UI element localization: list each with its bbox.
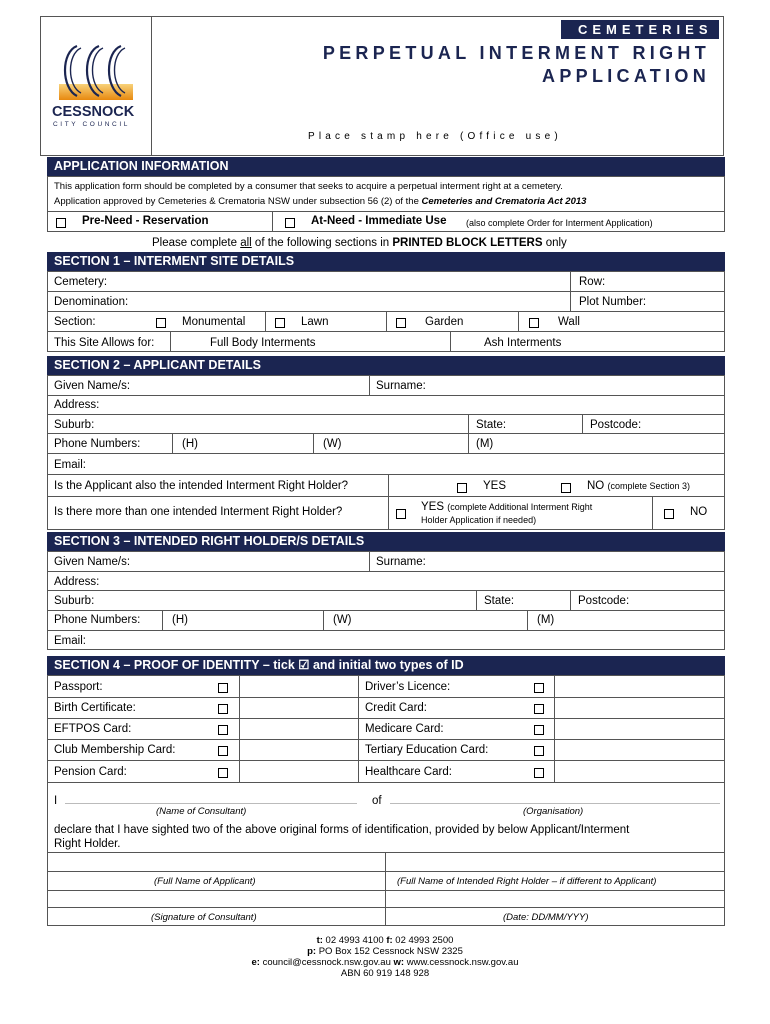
- s1-vline: [386, 311, 387, 331]
- declaration-line1: declare that I have sighted two of the above original forms of identification, provided by below Applicant/Interment: [54, 824, 630, 836]
- s4-heading-a: SECTION 4 – PROOF OF IDENTITY – tick: [54, 658, 299, 672]
- id-birth-cert-checkbox[interactable]: [218, 704, 228, 714]
- s3-postcode-label: Postcode:: [578, 595, 630, 607]
- s2-surname-label: Surname:: [376, 380, 426, 392]
- s2-home-phone-label: (H): [182, 438, 198, 450]
- app-info-heading: APPLICATION INFORMATION: [47, 157, 725, 176]
- org-name: CESSNOCK: [52, 104, 135, 120]
- s3-suburb-label: Suburb:: [54, 595, 95, 607]
- consultant-name-line[interactable]: [65, 803, 357, 804]
- s3-phone-label: Phone Numbers:: [54, 614, 141, 626]
- footer-e-label: e:: [251, 957, 260, 968]
- multiple-holders-yes-checkbox[interactable]: [396, 509, 406, 519]
- footer-postal: PO Box 152 Cessnock NSW 2325: [318, 946, 463, 957]
- s2-vline: [369, 375, 370, 395]
- multiple-holders-no-label: NO: [690, 506, 708, 518]
- no-note: (complete Section 3): [607, 481, 690, 491]
- yes2-note-line2: Holder Application if needed): [421, 515, 537, 525]
- multiple-holders-yes-label: [421, 500, 592, 514]
- declaration-i: I: [54, 795, 58, 807]
- form-title-line1: PERPETUAL INTERMENT RIGHT: [322, 43, 710, 63]
- s3-line: [47, 630, 725, 631]
- section4-heading: [47, 656, 725, 675]
- s2-line: [47, 453, 725, 454]
- instruction-bold: PRINTED BLOCK LETTERS: [392, 237, 543, 249]
- app-info-vdivider: [272, 211, 273, 232]
- at-need-label: At-Need - Immediate Use: [311, 215, 447, 227]
- s1-vline: [265, 311, 266, 331]
- id-club-checkbox[interactable]: [218, 746, 228, 756]
- stamp-area-label: Place stamp here (Office use): [308, 131, 562, 142]
- pre-need-checkbox[interactable]: [56, 218, 66, 228]
- s3-vline: [476, 590, 477, 610]
- header-divider: [151, 16, 152, 156]
- section3-heading: SECTION 3 – INTENDED RIGHT HOLDER/S DETAILS: [47, 532, 725, 551]
- section1-heading: SECTION 1 – INTERMENT SITE DETAILS: [47, 252, 725, 271]
- organisation-caption: (Organisation): [523, 806, 584, 817]
- s3-surname-label: Surname:: [376, 556, 426, 568]
- organisation-line[interactable]: [390, 803, 720, 804]
- s4-sign-line: [47, 871, 725, 872]
- monumental-checkbox[interactable]: [156, 318, 166, 328]
- instruction-part-c: only: [542, 237, 567, 249]
- id-birth-cert-label: Birth Certificate:: [54, 702, 136, 714]
- s2-given-label: Given Name/s:: [54, 380, 131, 392]
- multiple-holders-no-checkbox[interactable]: [664, 509, 674, 519]
- multiple-holders-question: Is there more than one intended Interment Right Holder?: [54, 506, 343, 518]
- s2-vline: [172, 433, 173, 453]
- s1-vline: [570, 271, 571, 311]
- s3-vline: [527, 610, 528, 630]
- act-name: Cemeteries and Crematoria Act 2013: [421, 196, 587, 207]
- instruction-part-a: Please complete: [152, 237, 241, 249]
- consultant-name-caption: (Name of Consultant): [156, 806, 247, 817]
- s3-email-label: Email:: [54, 635, 86, 647]
- s4-sign-line: [47, 907, 725, 908]
- id-pension-checkbox[interactable]: [218, 768, 228, 778]
- s4-line: [47, 739, 725, 740]
- at-need-checkbox[interactable]: [285, 218, 295, 228]
- s2-vline: [468, 414, 469, 453]
- applicant-holder-no-label: [587, 479, 690, 493]
- s1-line: [47, 291, 725, 292]
- id-passport-checkbox[interactable]: [218, 683, 228, 693]
- s3-vline: [570, 590, 571, 610]
- id-healthcare-checkbox[interactable]: [534, 768, 544, 778]
- s2-phone-label: Phone Numbers:: [54, 438, 141, 450]
- footer-website[interactable]: www.cessnock.nsw.gov.au: [406, 957, 519, 968]
- applicant-holder-question: Is the Applicant also the intended Interment Right Holder?: [54, 480, 349, 492]
- ash-label: Ash Interments: [484, 337, 562, 349]
- no-text: NO: [587, 480, 605, 492]
- s2-line: [47, 433, 725, 434]
- s1-vline: [518, 311, 519, 331]
- s3-address-label: Address:: [54, 576, 100, 588]
- section-label: Section:: [54, 316, 96, 328]
- s4-sign-vline: [385, 852, 386, 926]
- denomination-label: Denomination:: [54, 296, 129, 308]
- footer-fax: 02 4993 2500: [395, 935, 454, 946]
- declaration-line2: Right Holder.: [54, 838, 121, 850]
- s3-work-phone-label: (W): [333, 614, 352, 626]
- s1-vline: [170, 331, 171, 352]
- s2-mobile-label: (M): [476, 438, 494, 450]
- id-credit-checkbox[interactable]: [534, 704, 544, 714]
- holder-name-caption: (Full Name of Intended Right Holder – if different to Applicant): [397, 876, 657, 887]
- at-need-note: (also complete Order for Interment Application): [466, 218, 653, 228]
- consultant-signature-caption: (Signature of Consultant): [151, 912, 257, 923]
- id-eftpos-label: EFTPOS Card:: [54, 723, 132, 735]
- lawn-label: Lawn: [301, 316, 329, 328]
- id-pension-label: Pension Card:: [54, 766, 127, 778]
- s4-vline: [358, 675, 359, 782]
- footer-postal-line: [0, 946, 770, 957]
- s3-line: [47, 571, 725, 572]
- id-club-label: Club Membership Card:: [54, 744, 176, 756]
- yes2-text: YES: [421, 501, 445, 513]
- footer-f-label: f:: [386, 935, 393, 946]
- s2-work-phone-label: (W): [323, 438, 342, 450]
- footer-t-label: t:: [316, 935, 323, 946]
- applicant-holder-yes-label: YES: [483, 480, 507, 492]
- footer-p-label: p:: [307, 946, 317, 957]
- app-info-line2: [54, 195, 586, 209]
- pre-need-label: Pre-Need - Reservation: [82, 215, 209, 227]
- row-label: Row:: [579, 276, 606, 288]
- applicant-name-caption: (Full Name of Applicant): [154, 876, 256, 887]
- s3-mobile-label: (M): [537, 614, 555, 626]
- plot-number-label: Plot Number:: [579, 296, 647, 308]
- s3-given-label: Given Name/s:: [54, 556, 131, 568]
- instructions: [152, 236, 567, 250]
- council-logo: [52, 38, 137, 128]
- id-tertiary-label: Tertiary Education Card:: [365, 744, 489, 756]
- app-info-line1: This application form should be completed by a consumer that seeks to acquire a perpetual interment right at a cemetery.: [54, 181, 563, 192]
- s4-line: [47, 782, 725, 783]
- s2-vline: [313, 433, 314, 453]
- s3-home-phone-label: (H): [172, 614, 188, 626]
- s3-vline: [323, 610, 324, 630]
- wall-label: Wall: [558, 316, 580, 328]
- app-info-divider: [47, 211, 725, 212]
- s2-line: [47, 474, 725, 475]
- s4-line: [47, 760, 725, 761]
- s2-vline: [652, 496, 653, 530]
- s2-line: [47, 414, 725, 415]
- footer-abn: ABN 60 919 148 928: [340, 968, 430, 979]
- s2-line: [47, 496, 725, 497]
- s3-state-label: State:: [484, 595, 515, 607]
- s4-sign-line: [47, 852, 725, 853]
- yes2-note-line1: (complete Additional Interment Right: [447, 502, 593, 512]
- id-passport-label: Passport:: [54, 681, 103, 693]
- footer-w-label: w:: [393, 957, 405, 968]
- s2-state-label: State:: [476, 419, 507, 431]
- s2-vline: [388, 474, 389, 530]
- s2-postcode-label: Postcode:: [590, 419, 642, 431]
- s4-heading-b: and initial two types of ID: [309, 658, 464, 672]
- id-medicare-label: Medicare Card:: [365, 723, 444, 735]
- org-subtitle: CITY COUNCIL: [53, 121, 130, 128]
- s2-email-label: Email:: [54, 459, 86, 471]
- s2-line: [47, 395, 725, 396]
- footer-phone: 02 4993 4100: [325, 935, 384, 946]
- footer-web-line: [0, 957, 770, 968]
- id-credit-label: Credit Card:: [365, 702, 427, 714]
- s4-vline: [554, 675, 555, 782]
- s4-line: [47, 697, 725, 698]
- s3-line: [47, 610, 725, 611]
- instruction-part-b: of the following sections in: [251, 237, 393, 249]
- s2-vline: [582, 414, 583, 433]
- s3-vline: [369, 551, 370, 571]
- council-logo-icon: [55, 38, 137, 108]
- applicant-holder-no-checkbox[interactable]: [561, 483, 571, 493]
- app-info-line2-text: Application approved by Cemeteries & Crematoria NSW under subsection 56 (2) of the: [54, 196, 422, 207]
- s4-vline: [239, 675, 240, 782]
- id-eftpos-checkbox[interactable]: [218, 725, 228, 735]
- date-caption: (Date: DD/MM/YYY): [503, 912, 589, 923]
- s3-vline: [162, 610, 163, 630]
- id-drivers-checkbox[interactable]: [534, 683, 544, 693]
- s2-address-label: Address:: [54, 399, 100, 411]
- applicant-holder-yes-checkbox[interactable]: [457, 483, 467, 493]
- footer-email[interactable]: council@cessnock.nsw.gov.au: [262, 957, 391, 968]
- form-title-line2: APPLICATION: [542, 66, 710, 86]
- s1-vline: [450, 331, 451, 352]
- s4-sign-line: [47, 890, 725, 891]
- section2-heading: SECTION 2 – APPLICANT DETAILS: [47, 356, 725, 375]
- id-healthcare-label: Healthcare Card:: [365, 766, 452, 778]
- monumental-label: Monumental: [182, 316, 246, 328]
- full-body-label: Full Body Interments: [210, 337, 316, 349]
- wall-checkbox[interactable]: [529, 318, 539, 328]
- garden-label: Garden: [425, 316, 464, 328]
- s2-suburb-label: Suburb:: [54, 419, 95, 431]
- lawn-checkbox[interactable]: [275, 318, 285, 328]
- s3-line: [47, 590, 725, 591]
- id-drivers-label: Driver’s Licence:: [365, 681, 451, 693]
- id-medicare-checkbox[interactable]: [534, 725, 544, 735]
- tick-icon: ☑: [298, 658, 310, 672]
- garden-checkbox[interactable]: [396, 318, 406, 328]
- footer-phone-line: [0, 935, 770, 946]
- s1-line: [47, 331, 725, 332]
- category-label: CEMETERIES: [578, 22, 713, 37]
- declaration-of: of: [372, 795, 382, 807]
- instruction-all: all: [240, 237, 252, 249]
- site-allows-label: This Site Allows for:: [54, 337, 155, 349]
- s4-line: [47, 718, 725, 719]
- id-tertiary-checkbox[interactable]: [534, 746, 544, 756]
- cemetery-label: Cemetery:: [54, 276, 108, 288]
